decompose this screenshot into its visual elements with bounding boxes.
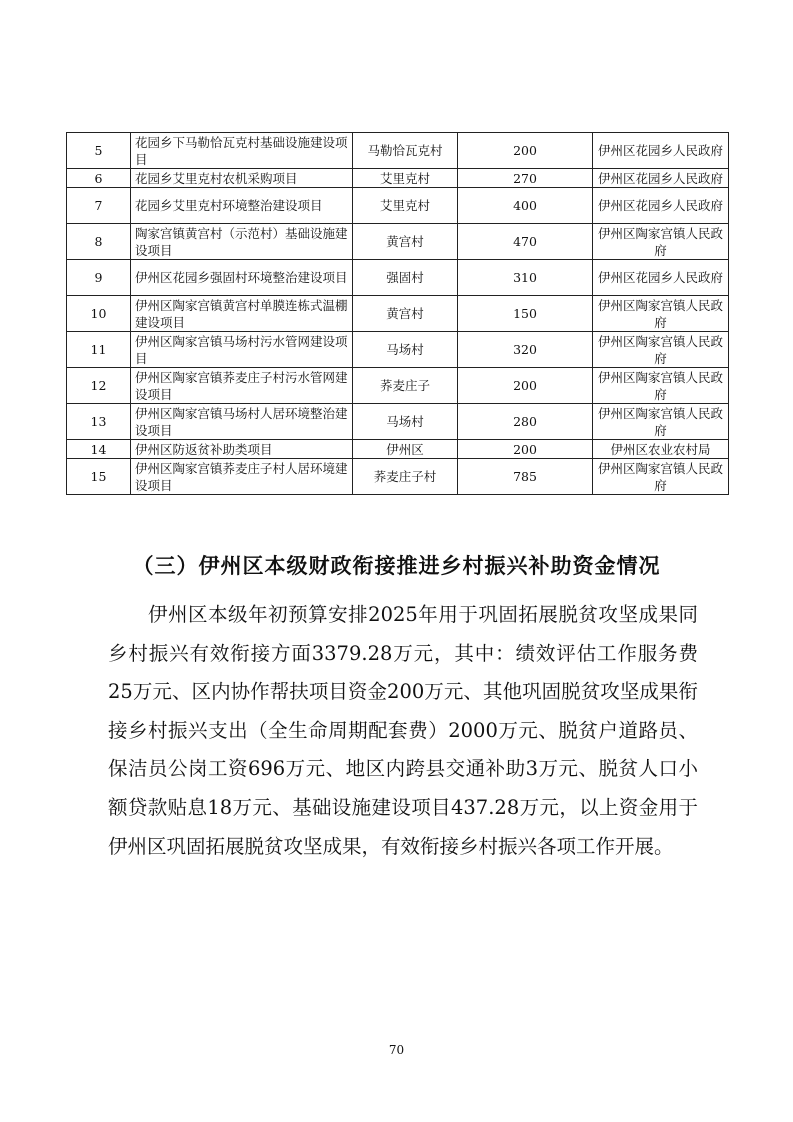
- section-paragraph: 伊州区本级年初预算安排2025年用于巩固拓展脱贫攻坚成果同乡村振兴有效衔接方面3379.28万元，其中：绩效评估工作服务费25万元、区内协作帮扶项目资金200万元、其他巩固脱贫攻坚成果衔接乡村振兴支出（全生命周期配套费）2000万元、脱贫户道路员、保洁员公岗工资696万元、地区内跨县交通补助3万元、脱贫人口小额贷款贴息18万元、基础设施建设项目437.28万元，以上资金用于伊州区巩固拓展脱贫攻坚成果，有效衔接乡村振兴各项工作开展。: [108, 603, 698, 858]
- project-amount: 200: [458, 368, 593, 404]
- project-village: 强固村: [353, 260, 458, 296]
- responsible-unit: 伊州区花园乡人民政府: [593, 188, 729, 224]
- project-name: 伊州区陶家宫镇荞麦庄子村人居环境建设项目: [131, 459, 353, 495]
- project-village: 荞麦庄子: [353, 368, 458, 404]
- table-row: [67, 188, 729, 224]
- table-row: [67, 133, 729, 169]
- project-amount: 400: [458, 188, 593, 224]
- row-number: 9: [67, 260, 131, 296]
- project-amount: 200: [458, 133, 593, 169]
- project-village: 艾里克村: [353, 188, 458, 224]
- project-name: 伊州区陶家宫镇荞麦庄子村污水管网建设项目: [131, 368, 353, 404]
- project-name: 伊州区陶家宫镇黄宫村单膜连栋式温棚建设项目: [131, 296, 353, 332]
- table-row: [67, 169, 729, 188]
- responsible-unit: 伊州区花园乡人民政府: [593, 260, 729, 296]
- project-village: 荞麦庄子村: [353, 459, 458, 495]
- responsible-unit: 伊州区陶家宫镇人民政府: [593, 296, 729, 332]
- responsible-unit: 伊州区陶家宫镇人民政府: [593, 459, 729, 495]
- responsible-unit: 伊州区陶家宫镇人民政府: [593, 224, 729, 260]
- row-number: 13: [67, 404, 131, 440]
- row-number: 15: [67, 459, 131, 495]
- responsible-unit: 伊州区陶家宫镇人民政府: [593, 332, 729, 368]
- project-village: 马场村: [353, 404, 458, 440]
- project-village: 艾里克村: [353, 169, 458, 188]
- responsible-unit: 伊州区陶家宫镇人民政府: [593, 368, 729, 404]
- row-number: 11: [67, 332, 131, 368]
- project-table-container: [66, 132, 728, 495]
- table-row: [67, 440, 729, 459]
- project-amount: 270: [458, 169, 593, 188]
- project-village: 马勒恰瓦克村: [353, 133, 458, 169]
- project-name: 伊州区花园乡强固村环境整治建设项目: [131, 260, 353, 296]
- table-row: [67, 404, 729, 440]
- project-name: 伊州区防返贫补助类项目: [131, 440, 353, 459]
- section-title: （三）伊州区本级财政衔接推进乡村振兴补助资金情况: [132, 554, 661, 578]
- row-number: 6: [67, 169, 131, 188]
- responsible-unit: 伊州区花园乡人民政府: [593, 133, 729, 169]
- table-row: [67, 260, 729, 296]
- project-name: 伊州区陶家宫镇马场村污水管网建设项目: [131, 332, 353, 368]
- row-number: 7: [67, 188, 131, 224]
- project-name: 花园乡艾里克村环境整治建设项目: [131, 188, 353, 224]
- project-name: 伊州区陶家宫镇马场村人居环境整治建设项目: [131, 404, 353, 440]
- page-number: 70: [388, 1043, 405, 1057]
- row-number: 12: [67, 368, 131, 404]
- table-row: [67, 459, 729, 495]
- project-amount: 280: [458, 404, 593, 440]
- responsible-unit: 伊州区陶家宫镇人民政府: [593, 404, 729, 440]
- table-row: [67, 332, 729, 368]
- project-amount: 470: [458, 224, 593, 260]
- project-amount: 320: [458, 332, 593, 368]
- table-row: [67, 368, 729, 404]
- table-row: [67, 224, 729, 260]
- project-name: 花园乡下马勒恰瓦克村基础设施建设项目: [131, 133, 353, 169]
- project-table-body: [67, 133, 729, 495]
- project-village: 伊州区: [353, 440, 458, 459]
- project-village: 马场村: [353, 332, 458, 368]
- row-number: 5: [67, 133, 131, 169]
- project-amount: 200: [458, 440, 593, 459]
- project-amount: 150: [458, 296, 593, 332]
- responsible-unit: 伊州区农业农村局: [593, 440, 729, 459]
- responsible-unit: 伊州区花园乡人民政府: [593, 169, 729, 188]
- table-row: [67, 296, 729, 332]
- row-number: 10: [67, 296, 131, 332]
- project-name: 花园乡艾里克村农机采购项目: [131, 169, 353, 188]
- project-amount: 785: [458, 459, 593, 495]
- project-amount: 310: [458, 260, 593, 296]
- project-table: [66, 132, 729, 495]
- row-number: 14: [67, 440, 131, 459]
- project-name: 陶家宫镇黄宫村（示范村）基础设施建设项目: [131, 224, 353, 260]
- project-village: 黄宫村: [353, 296, 458, 332]
- row-number: 8: [67, 224, 131, 260]
- project-village: 黄宫村: [353, 224, 458, 260]
